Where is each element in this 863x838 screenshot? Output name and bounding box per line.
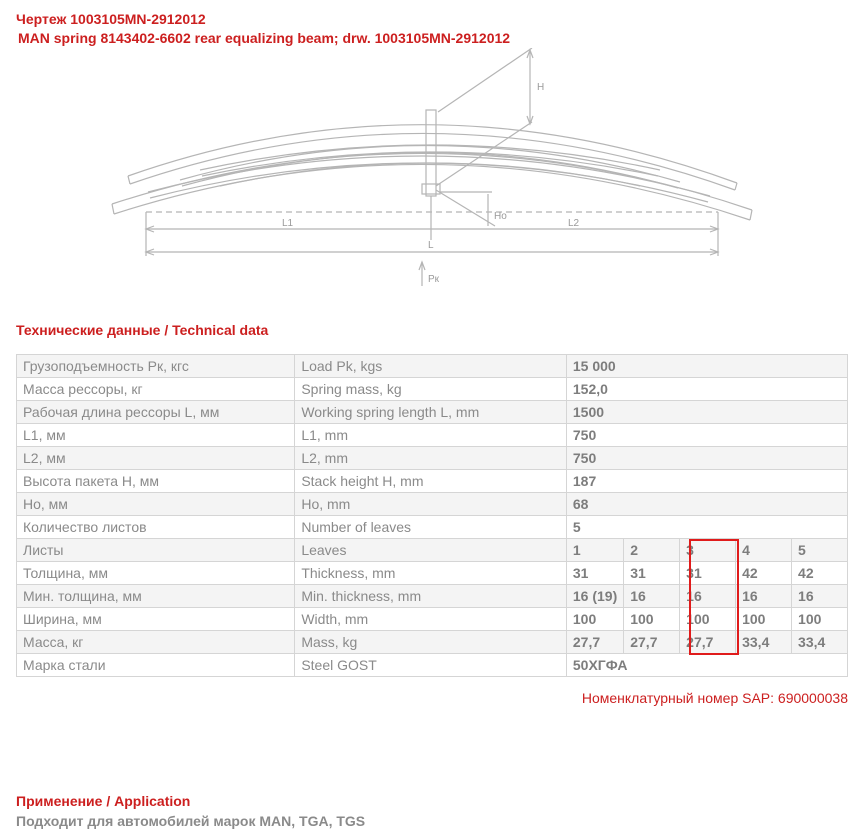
- param-label-en: Number of leaves: [295, 516, 567, 539]
- param-label-en: Steel GOST: [295, 654, 567, 677]
- label-l2: L2: [568, 218, 580, 229]
- table-row: [17, 562, 848, 585]
- leaf-value: 100: [624, 608, 680, 631]
- leaf-value: 16: [624, 585, 680, 608]
- param-value: 50ХГФА: [566, 654, 847, 677]
- table-row: [17, 631, 848, 654]
- label-pk: Pк: [428, 274, 440, 285]
- drawing-title-en: MAN spring 8143402-6602 rear equalizing beam; drw. 1003105MN-2912012: [18, 30, 511, 46]
- leaf-value: 27,7: [680, 631, 736, 654]
- param-label-ru: Ho, мм: [17, 493, 295, 516]
- param-label-en: Stack height H, mm: [295, 470, 567, 493]
- param-label-en: Mass, kg: [295, 631, 567, 654]
- leaf-value: 27,7: [624, 631, 680, 654]
- application-title: Применение / Application: [16, 793, 191, 809]
- leaf-value: 33,4: [736, 631, 792, 654]
- param-label-en: Thickness, mm: [295, 562, 567, 585]
- param-label-ru: Масса, кг: [17, 631, 295, 654]
- spring-drawing: [100, 48, 770, 294]
- leaf-value: 1: [566, 539, 623, 562]
- table-row: [17, 447, 848, 470]
- drawing-title-ru: Чертеж 1003105MN-2912012: [16, 11, 206, 27]
- param-label-en: Leaves: [295, 539, 567, 562]
- leaf-value: 16: [792, 585, 848, 608]
- param-label-ru: Рабочая длина рессоры L, мм: [17, 401, 295, 424]
- param-label-en: Spring mass, kg: [295, 378, 567, 401]
- param-label-en: Working spring length L, mm: [295, 401, 567, 424]
- param-value: 187: [566, 470, 847, 493]
- leaf-value: 100: [566, 608, 623, 631]
- label-ho: Ho: [494, 211, 507, 222]
- table-row: [17, 608, 848, 631]
- param-label-ru: Высота пакета H, мм: [17, 470, 295, 493]
- leaf-value: 16 (19): [566, 585, 623, 608]
- param-label-en: Min. thickness, mm: [295, 585, 567, 608]
- table-row: [17, 516, 848, 539]
- table-row: [17, 401, 848, 424]
- table-row: [17, 424, 848, 447]
- leaf-value: 42: [736, 562, 792, 585]
- param-label-ru: Ширина, мм: [17, 608, 295, 631]
- label-h: H: [537, 82, 545, 93]
- param-label-ru: Мин. толщина, мм: [17, 585, 295, 608]
- leaf-value: 31: [624, 562, 680, 585]
- param-label-en: Width, mm: [295, 608, 567, 631]
- table-row: [17, 585, 848, 608]
- param-value: 152,0: [566, 378, 847, 401]
- param-label-ru: L1, мм: [17, 424, 295, 447]
- leaf-value: 16: [680, 585, 736, 608]
- param-label-ru: Масса рессоры, кг: [17, 378, 295, 401]
- table-row: [17, 470, 848, 493]
- leaf-value: 100: [736, 608, 792, 631]
- param-value: 15 000: [566, 355, 847, 378]
- tech-section-title: Технические данные / Technical data: [16, 322, 269, 338]
- leaf-value: 5: [792, 539, 848, 562]
- leaf-value: 31: [680, 562, 736, 585]
- param-label-ru: Листы: [17, 539, 295, 562]
- tech-data-table: [16, 354, 848, 677]
- param-label-ru: Грузоподъемность Рк, кгс: [17, 355, 295, 378]
- param-label-ru: Толщина, мм: [17, 562, 295, 585]
- param-label-en: L2, mm: [295, 447, 567, 470]
- leaf-value: 2: [624, 539, 680, 562]
- leaf-value: 3: [680, 539, 736, 562]
- leaf-value: 100: [680, 608, 736, 631]
- table-row: [17, 539, 848, 562]
- leaf-value: 16: [736, 585, 792, 608]
- param-value: 68: [566, 493, 847, 516]
- param-label-en: Ho, mm: [295, 493, 567, 516]
- table-row: [17, 355, 848, 378]
- leaf-value: 27,7: [566, 631, 623, 654]
- param-value: 1500: [566, 401, 847, 424]
- param-label-ru: Количество листов: [17, 516, 295, 539]
- param-label-en: L1, mm: [295, 424, 567, 447]
- label-l1: L1: [282, 218, 294, 229]
- table-row: [17, 378, 848, 401]
- application-text: Подходит для автомобилей марок MAN, TGA, TGS: [16, 813, 366, 829]
- param-label-ru: L2, мм: [17, 447, 295, 470]
- leaf-value: 33,4: [792, 631, 848, 654]
- param-value: 5: [566, 516, 847, 539]
- sap-number: Номенклатурный номер SAP: 690000038: [581, 690, 848, 706]
- leaf-value: 4: [736, 539, 792, 562]
- param-value: 750: [566, 424, 847, 447]
- table-row: [17, 493, 848, 516]
- leaf-value: 42: [792, 562, 848, 585]
- table-row: [17, 654, 848, 677]
- param-label-ru: Марка стали: [17, 654, 295, 677]
- param-label-en: Load Pk, kgs: [295, 355, 567, 378]
- leaf-value: 31: [566, 562, 623, 585]
- param-value: 750: [566, 447, 847, 470]
- leaf-value: 100: [792, 608, 848, 631]
- label-l: L: [428, 240, 434, 251]
